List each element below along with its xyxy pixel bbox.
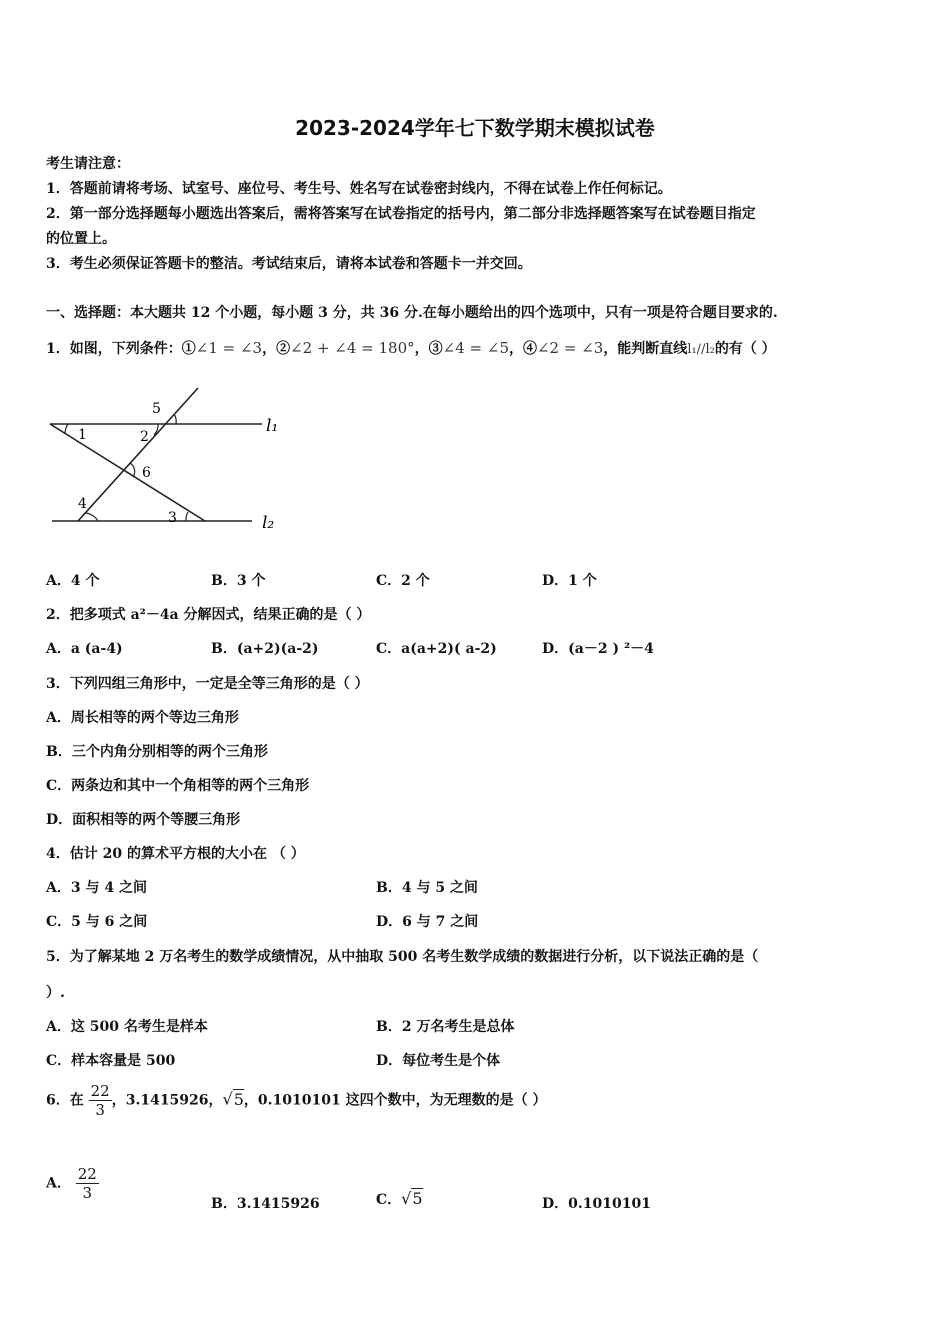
q1-parallel-lines: l₁//l₂: [687, 342, 715, 357]
label-angle-5: 5: [152, 401, 161, 417]
notice-item-2-cont: 的位置上。: [46, 231, 116, 247]
label-angle-1: 1: [78, 427, 87, 443]
transversal-b: [78, 388, 198, 521]
question-2-stem: 2．把多项式 a²－4a 分解因式，结果正确的是（ ）: [46, 607, 371, 623]
q4-option-b: B．4 与 5 之间: [376, 880, 478, 896]
q6-option-a: [46, 1165, 99, 1202]
label-angle-4: 4: [78, 496, 87, 512]
q5-option-b: B．2 万名考生是总体: [376, 1019, 515, 1035]
label-angle-3: 3: [168, 510, 177, 526]
q6-sqrt: √5: [222, 1089, 244, 1109]
q6-option-c: [376, 1189, 423, 1209]
q6-fraction-numerator: 22: [90, 1082, 110, 1100]
q1-option-b: B．3 个: [211, 573, 266, 589]
q1-prefix: 1．如图，下列条件：①: [46, 341, 196, 357]
q3-option-b: B．三个内角分别相等的两个三角形: [46, 744, 268, 760]
arc-angle-5: [174, 414, 176, 424]
label-l2: l₂: [262, 513, 275, 533]
arc-angle-4: [85, 513, 98, 521]
q5-option-c: C．样本容量是 500: [46, 1053, 176, 1069]
q6-mid: ，3.1415926，: [111, 1092, 223, 1109]
q6-option-a-denominator: 3: [82, 1184, 93, 1202]
q1-sep-3: ，③: [414, 341, 443, 357]
label-angle-6: 6: [142, 465, 151, 481]
q3-option-a: A．周长相等的两个等边三角形: [46, 710, 239, 726]
q1-suffix: 的有（ ）: [714, 341, 776, 357]
q5-option-d: D．每位考生是个体: [376, 1053, 501, 1069]
transversal-a: [50, 424, 205, 521]
question-5-stem: 5．为了解某地 2 万名考生的数学成绩情况，从中抽取 500 名考生数学成绩的数据进行分析，以下说法正确的是（: [46, 949, 759, 965]
geometry-figure: [40, 383, 300, 543]
q6-prefix: 6．在: [46, 1092, 84, 1109]
notice-item-1: 1．答题前请将考场、试室号、座位号、考生号、姓名写在试卷密封线内，不得在试卷上作任何标记。: [46, 181, 672, 197]
notice-heading: 考生请注意：: [46, 156, 130, 172]
q1-option-d: D．1 个: [542, 573, 597, 589]
q1-mid: ，能判断直线: [603, 341, 688, 357]
page-title: 2023-2024学年七下数学期末模拟试卷: [295, 116, 655, 140]
label-l1: l₁: [266, 416, 279, 436]
question-5-stem-cont: ）.: [46, 985, 65, 1001]
q2-option-c: C．a(a+2)( a-2): [376, 641, 497, 657]
section-heading: 一、选择题：本大题共 12 个小题，每小题 3 分，共 36 分.在每小题给出的四个选项中，只有一项是符合题目要求的.: [46, 305, 778, 321]
q1-condition-2: ∠2 + ∠4 = 180°: [290, 339, 415, 357]
q2-option-d: D．(a－2 ) ²－4: [542, 641, 654, 657]
question-3-stem: 3．下列四组三角形中，一定是全等三角形的是（ ）: [46, 676, 369, 692]
q1-sep-4: ，④: [508, 341, 537, 357]
q4-option-c: C．5 与 6 之间: [46, 914, 148, 930]
q1-condition-4: ∠2 = ∠3: [536, 339, 604, 357]
q6-fraction: [89, 1082, 112, 1119]
notice-item-3: 3．考生必须保证答题卡的整洁。考试结束后，请将本试卷和答题卡一并交回。: [46, 256, 532, 272]
q6-suffix: ，0.1010101 这四个数中，为无理数的是（ ）: [243, 1092, 547, 1109]
q3-option-d: D．面积相等的两个等腰三角形: [46, 812, 241, 828]
question-4-stem: 4．估计 20 的算术平方根的大小在 （ ）: [46, 846, 305, 862]
q6-option-c-label: C．: [376, 1192, 402, 1208]
q6-option-a-fraction: [76, 1165, 99, 1202]
q6-option-a-numerator: 22: [77, 1165, 97, 1183]
q6-sqrt-radicand: 5: [233, 1089, 244, 1109]
q1-option-a: A．4 个: [46, 573, 100, 589]
q6-option-c-radicand: 5: [412, 1189, 423, 1208]
q2-option-b: B．(a+2)(a-2): [211, 641, 319, 657]
q1-condition-1: ∠1 = ∠3: [195, 339, 263, 357]
arc-angle-3: [186, 512, 188, 521]
q4-option-a: A．3 与 4 之间: [46, 880, 147, 896]
q1-sep-2: ，②: [262, 341, 291, 357]
q5-option-a: A．这 500 名考生是样本: [46, 1019, 208, 1035]
q4-option-d: D．6 与 7 之间: [376, 914, 479, 930]
label-angle-2: 2: [140, 429, 149, 445]
q6-option-b: B．3.1415926: [211, 1196, 320, 1212]
q2-option-a: A．a (a-4): [46, 641, 123, 657]
q1-condition-3: ∠4 = ∠5: [442, 339, 509, 357]
notice-item-2: 2．第一部分选择题每小题选出答案后，需将答案写在试卷指定的括号内，第二部分非选择题答案写在试卷题目指定: [46, 206, 756, 222]
arc-angle-1: [65, 424, 68, 434]
question-6-stem: [46, 1082, 546, 1119]
q6-option-c-sqrt: √5: [401, 1189, 423, 1208]
q6-option-a-label: A．: [46, 1175, 71, 1192]
q3-option-c: C．两条边和其中一个角相等的两个三角形: [46, 778, 310, 794]
q6-fraction-denominator: 3: [95, 1101, 105, 1119]
q1-option-c: C．2 个: [376, 573, 430, 589]
q6-option-d: D．0.1010101: [542, 1196, 651, 1212]
question-1-stem: [46, 338, 776, 358]
